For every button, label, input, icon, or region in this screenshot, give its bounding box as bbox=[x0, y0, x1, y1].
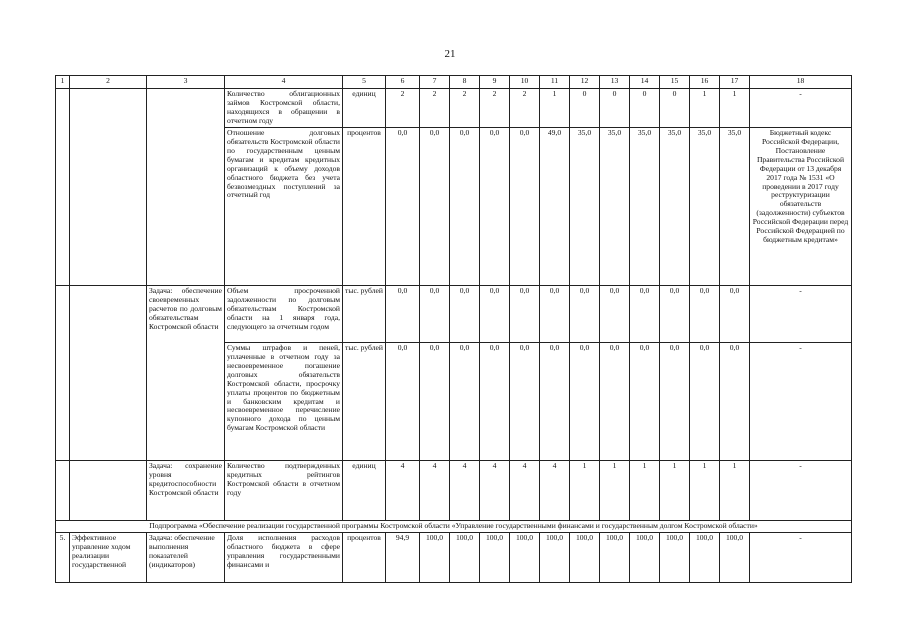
goal-cell: Эффективное управление ходом реализации государственной bbox=[70, 532, 147, 582]
indicator-name: Объем просроченной задолженности по долговым обязательствам Костромской области на 1 января года, следующего за отчетным годом bbox=[225, 285, 343, 342]
value-cell: 0,0 bbox=[690, 342, 720, 460]
column-number: 13 bbox=[600, 76, 630, 89]
column-number: 16 bbox=[690, 76, 720, 89]
unit-cell: тыс. рублей bbox=[343, 285, 386, 342]
column-number: 9 bbox=[480, 76, 510, 89]
value-cell: 0,0 bbox=[540, 342, 570, 460]
value-cell: 0,0 bbox=[510, 342, 540, 460]
value-cell: 35,0 bbox=[570, 127, 600, 285]
task-cell bbox=[147, 89, 225, 286]
value-cell: 4 bbox=[386, 460, 420, 520]
unit-cell: процентов bbox=[343, 532, 386, 582]
value-cell: 100,0 bbox=[660, 532, 690, 582]
value-cell: 100,0 bbox=[630, 532, 660, 582]
value-cell: 0 bbox=[660, 89, 690, 128]
row-number-cell bbox=[56, 89, 70, 286]
value-cell: 0,0 bbox=[570, 285, 600, 342]
column-number: 7 bbox=[420, 76, 450, 89]
note-cell: - bbox=[750, 89, 852, 128]
value-cell: 35,0 bbox=[720, 127, 750, 285]
value-cell: 1 bbox=[720, 460, 750, 520]
column-number: 3 bbox=[147, 76, 225, 89]
column-number: 12 bbox=[570, 76, 600, 89]
table-row bbox=[56, 460, 852, 520]
value-cell: 1 bbox=[690, 89, 720, 128]
value-cell: 100,0 bbox=[450, 532, 480, 582]
value-cell: 100,0 bbox=[540, 532, 570, 582]
goal-cell bbox=[70, 89, 147, 286]
table-row bbox=[56, 89, 852, 128]
value-cell: 1 bbox=[540, 89, 570, 128]
value-cell: 4 bbox=[420, 460, 450, 520]
value-cell: 0,0 bbox=[480, 342, 510, 460]
value-cell: 0,0 bbox=[510, 127, 540, 285]
subprogram-title: Подпрограмма «Обеспечение реализации государственной программы Костромской области «Управление государственными финансами и государственным долгом Костромской области» bbox=[56, 520, 852, 532]
value-cell: 0,0 bbox=[386, 127, 420, 285]
value-cell: 4 bbox=[510, 460, 540, 520]
value-cell: 1 bbox=[570, 460, 600, 520]
indicator-name: Количество подтвержденных кредитных рейтингов Костромской области в отчетном году bbox=[225, 460, 343, 520]
value-cell: 2 bbox=[480, 89, 510, 128]
value-cell: 0,0 bbox=[720, 342, 750, 460]
value-cell: 0,0 bbox=[420, 342, 450, 460]
value-cell: 0,0 bbox=[510, 285, 540, 342]
indicator-name: Количество облигационных займов Костромской области, находящихся в обращении в отчетном году bbox=[225, 89, 343, 128]
value-cell: 35,0 bbox=[630, 127, 660, 285]
value-cell: 2 bbox=[510, 89, 540, 128]
value-cell: 2 bbox=[450, 89, 480, 128]
value-cell: 1 bbox=[630, 460, 660, 520]
column-number: 8 bbox=[450, 76, 480, 89]
value-cell: 100,0 bbox=[420, 532, 450, 582]
page-number: 21 bbox=[444, 48, 456, 60]
value-cell: 2 bbox=[386, 89, 420, 128]
column-number: 14 bbox=[630, 76, 660, 89]
indicator-name: Суммы штрафов и пеней, уплаченные в отчетном году за несвоевременное погашение долговых обязательств Костромской области, просрочку уплаты процентов по бюджетным и банковским кредитам и несвоевременное перечисление купонного дохода по ценным бумагам Костромской области bbox=[225, 342, 343, 460]
task-cell: Задача: обеспечение выполнения показателей (индикаторов) bbox=[147, 532, 225, 582]
value-cell: 0,0 bbox=[600, 285, 630, 342]
column-number: 6 bbox=[386, 76, 420, 89]
column-number: 2 bbox=[70, 76, 147, 89]
goal-cell bbox=[70, 460, 147, 520]
value-cell: 0,0 bbox=[660, 342, 690, 460]
task-cell: Задача: сохранение уровня кредитоспособности Костромской области bbox=[147, 460, 225, 520]
value-cell: 0,0 bbox=[480, 285, 510, 342]
unit-cell: единиц bbox=[343, 89, 386, 128]
value-cell: 35,0 bbox=[600, 127, 630, 285]
value-cell: 100,0 bbox=[720, 532, 750, 582]
value-cell: 0,0 bbox=[480, 127, 510, 285]
column-number: 17 bbox=[720, 76, 750, 89]
row-number-cell bbox=[56, 285, 70, 460]
value-cell: 0,0 bbox=[450, 127, 480, 285]
table-row bbox=[56, 285, 852, 342]
row-number-cell: 5. bbox=[56, 532, 70, 582]
value-cell: 1 bbox=[690, 460, 720, 520]
value-cell: 0,0 bbox=[386, 342, 420, 460]
value-cell: 0,0 bbox=[600, 342, 630, 460]
value-cell: 100,0 bbox=[690, 532, 720, 582]
value-cell: 1 bbox=[600, 460, 630, 520]
value-cell: 94,9 bbox=[386, 532, 420, 582]
value-cell: 1 bbox=[720, 89, 750, 128]
row-number-cell bbox=[56, 460, 70, 520]
task-cell: Задача: обеспечение своевременных расчетов по долговым обязательствам Костромской области bbox=[147, 285, 225, 460]
value-cell: 35,0 bbox=[660, 127, 690, 285]
value-cell: 0,0 bbox=[450, 285, 480, 342]
value-cell: 100,0 bbox=[510, 532, 540, 582]
value-cell: 0,0 bbox=[690, 285, 720, 342]
value-cell: 4 bbox=[480, 460, 510, 520]
goal-cell bbox=[70, 285, 147, 460]
note-cell: - bbox=[750, 532, 852, 582]
value-cell: 4 bbox=[450, 460, 480, 520]
value-cell: 0,0 bbox=[630, 285, 660, 342]
value-cell: 0,0 bbox=[660, 285, 690, 342]
column-number: 10 bbox=[510, 76, 540, 89]
value-cell: 100,0 bbox=[480, 532, 510, 582]
column-number-row bbox=[56, 76, 852, 89]
note-cell: Бюджетный кодекс Российской Федерации, Постановление Правительства Российской Федерации от 13 декабря 2017 года № 1531 «О проведении в 2017 году реструктуризации обязательств (задолженности) субъектов Российской Федерации перед Российской Федерацией по бюджетным кредитам» bbox=[750, 127, 852, 285]
value-cell: 0 bbox=[570, 89, 600, 128]
value-cell: 0,0 bbox=[420, 127, 450, 285]
column-number: 15 bbox=[660, 76, 690, 89]
column-number: 5 bbox=[343, 76, 386, 89]
column-number: 1 bbox=[56, 76, 70, 89]
indicators-table bbox=[55, 75, 852, 583]
value-cell: 0,0 bbox=[386, 285, 420, 342]
table-row bbox=[56, 532, 852, 582]
subprogram-row bbox=[56, 520, 852, 532]
value-cell: 0,0 bbox=[450, 342, 480, 460]
value-cell: 4 bbox=[540, 460, 570, 520]
value-cell: 100,0 bbox=[570, 532, 600, 582]
value-cell: 1 bbox=[660, 460, 690, 520]
indicator-name: Отношение долговых обязательств Костромской области по государственным ценным бумагам и кредитам кредитных организаций к объему доходов областного бюджета без учета безвозмездных поступлений за отчетный год bbox=[225, 127, 343, 285]
value-cell: 0,0 bbox=[540, 285, 570, 342]
value-cell: 49,0 bbox=[540, 127, 570, 285]
value-cell: 2 bbox=[420, 89, 450, 128]
value-cell: 0,0 bbox=[420, 285, 450, 342]
value-cell: 0 bbox=[600, 89, 630, 128]
column-number: 11 bbox=[540, 76, 570, 89]
note-cell: - bbox=[750, 285, 852, 342]
value-cell: 35,0 bbox=[690, 127, 720, 285]
note-cell: - bbox=[750, 342, 852, 460]
indicator-name: Доля исполнения расходов областного бюджета в сфере управления государственными финансами и bbox=[225, 532, 343, 582]
unit-cell: тыс. рублей bbox=[343, 342, 386, 460]
unit-cell: единиц bbox=[343, 460, 386, 520]
column-number: 4 bbox=[225, 76, 343, 89]
unit-cell: процентов bbox=[343, 127, 386, 285]
value-cell: 0,0 bbox=[630, 342, 660, 460]
value-cell: 0 bbox=[630, 89, 660, 128]
value-cell: 0,0 bbox=[570, 342, 600, 460]
column-number: 18 bbox=[750, 76, 852, 89]
note-cell: - bbox=[750, 460, 852, 520]
value-cell: 100,0 bbox=[600, 532, 630, 582]
value-cell: 0,0 bbox=[720, 285, 750, 342]
